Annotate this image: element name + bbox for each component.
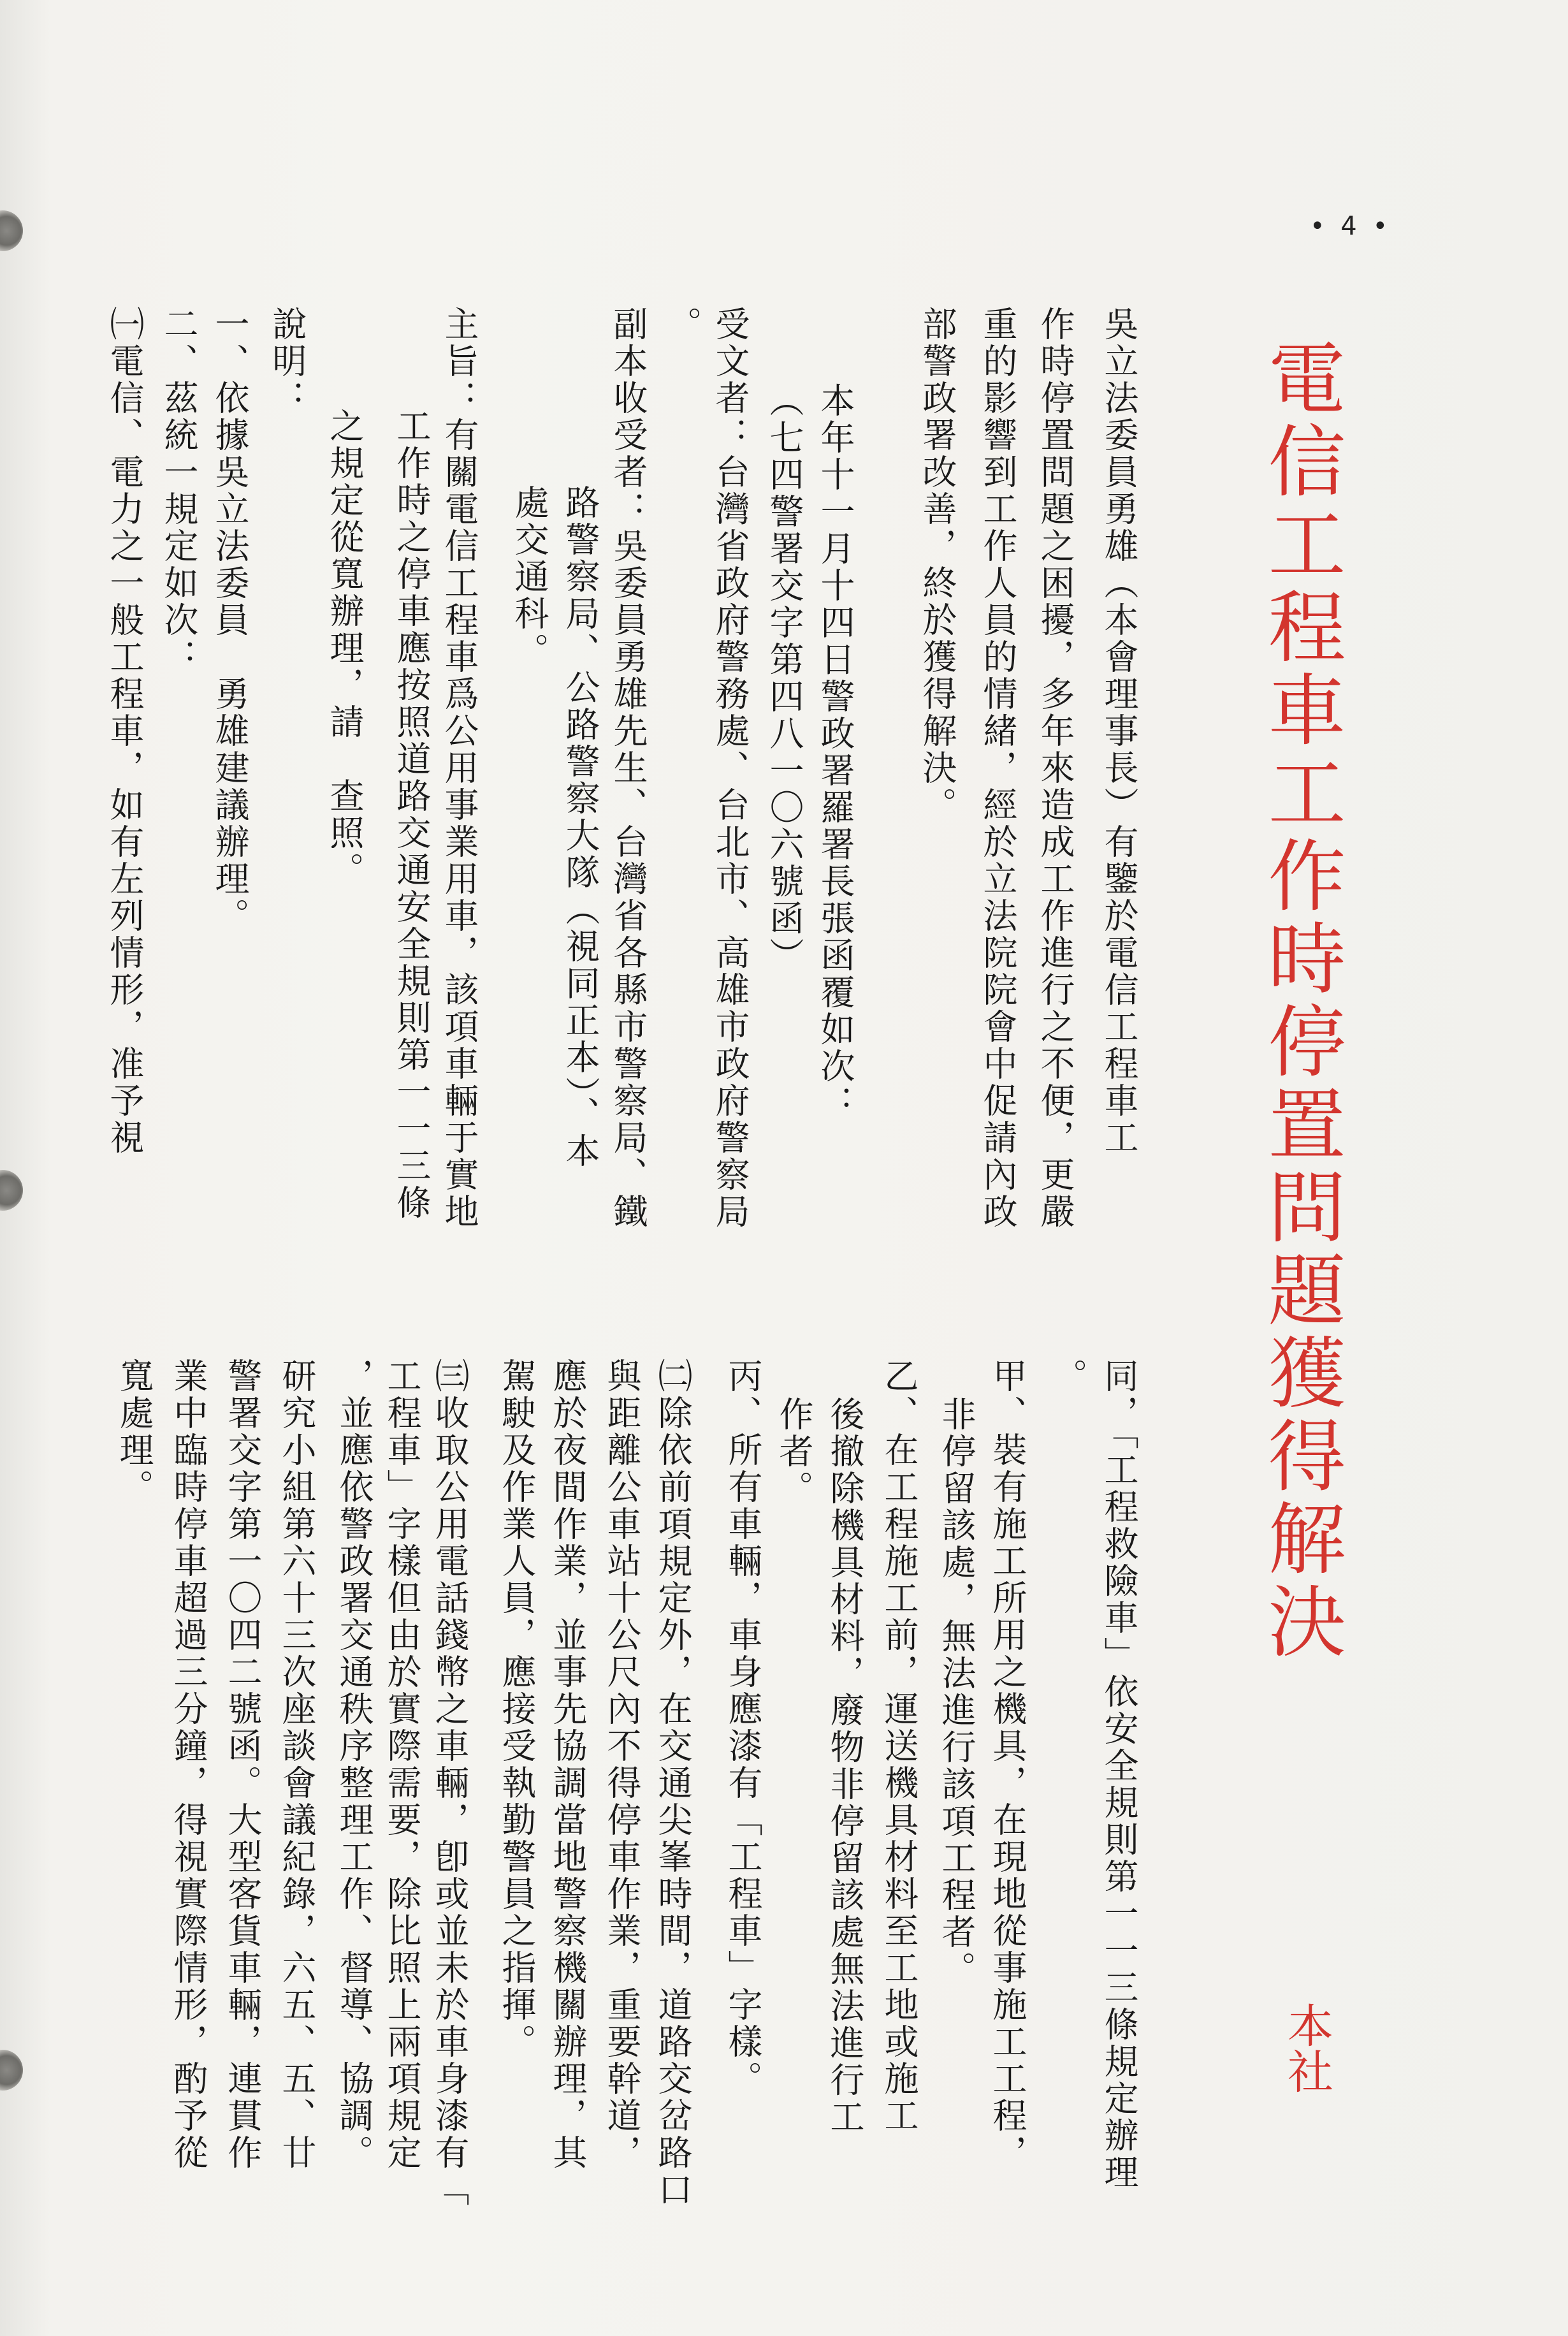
text-column: 同，「工程救險車」依安全規則第一一三條規定辦理	[1099, 1358, 1139, 2191]
text-column: ，並應依警政署交通秩序整理工作、督導、協調。	[334, 1358, 374, 2172]
punch-hole	[0, 210, 23, 251]
punch-hole	[0, 1170, 23, 1211]
text-column: 受文者：台灣省政府警務處、台北市、高雄市政府警察局	[710, 306, 750, 1230]
text-column: 路警察局、公路警察大隊（視同正本）、本	[560, 485, 600, 1170]
article-title: 電信工程車工作時停置問題獲得解決	[1255, 338, 1346, 1664]
text-column: 二、茲統一規定如次：	[159, 306, 199, 676]
text-column: 工程車」字樣但由於實際需要，除比照上兩項規定	[382, 1358, 422, 2172]
text-column: 說明：	[267, 306, 307, 417]
text-column: 重的影響到工作人員的情緒，經於立法院院會中促請內政	[978, 306, 1018, 1230]
text-column: 副本收受者：吳委員勇雄先生、台灣省各縣市警察局、鐵	[608, 306, 648, 1230]
text-column: 工作時之停車應按照道路交通安全規則第一一三條	[391, 408, 432, 1222]
page-number: • 4 •	[1310, 212, 1392, 241]
punch-hole	[0, 2050, 23, 2091]
text-column: 研究小組第六十三次座談會議紀錄，六五、五、廿	[277, 1358, 317, 2172]
text-column: 非停留該處，無法進行該項工程者。	[936, 1396, 976, 1988]
text-column: ㈡除依前項規定外，在交通尖峯時間，道路交岔路口	[653, 1358, 693, 2208]
text-column: 業中臨時停車超過三分鐘，得視實際情形，酌予從	[168, 1358, 208, 2172]
text-column: 一、依據吳立法委員 勇雄建議辦理。	[210, 306, 250, 935]
text-column: 吳立法委員勇雄（本會理事長）有鑒於電信工程車工	[1099, 306, 1139, 1157]
text-column: 後撤除機具材料，廢物非停留該處無法進行工	[825, 1396, 865, 2136]
text-column: 寬處理。	[114, 1358, 154, 1506]
text-column: ㈢收取公用電話錢幣之車輛，卽或並未於車身漆有「	[430, 1358, 470, 2208]
text-column: 部警政署改善，終於獲得解決。	[917, 306, 957, 824]
text-column: 警署交字第一〇四二號函。大型客貨車輛，連貫作	[222, 1358, 263, 2172]
text-column: 。	[1048, 1358, 1088, 1395]
text-column: ㈠電信、電力之一般工程車，如有左列情形，准予視	[105, 306, 145, 1157]
text-column: 處交通科。	[509, 485, 549, 669]
text-column: 與距離公車站十公尺內不得停車作業，重要幹道，	[602, 1358, 642, 2172]
text-column: 駕駛及作業人員，應接受執勤警員之指揮。	[497, 1358, 537, 2061]
text-column: （七四警署交字第四八一〇六號函）	[764, 383, 804, 974]
text-column: 作者。	[774, 1396, 814, 1507]
text-column: 丙、所有車輛，車身應漆有「工程車」字樣。	[723, 1358, 763, 2098]
text-column: 乙、在工程施工前，運送機具材料至工地或施工	[879, 1358, 919, 2135]
article-author: 本社	[1280, 2002, 1333, 2094]
text-column: 。	[662, 306, 702, 343]
text-column: 本年十一月十四日警政署羅署長張函覆如次：	[815, 383, 855, 1122]
text-column: 作時停置問題之困擾，多年來造成工作進行之不便，更嚴	[1035, 306, 1075, 1230]
text-column: 主旨：有關電信工程車爲公用事業用車，該項車輛于實地	[439, 306, 479, 1230]
text-column: 甲、裝有施工所用之機具，在現地從事施工工程，	[987, 1358, 1027, 2172]
text-column: 應於夜間作業，並事先協調當地警察機關辦理，其	[548, 1358, 588, 2172]
text-column: 之規定從寬辦理，請 查照。	[324, 408, 365, 889]
